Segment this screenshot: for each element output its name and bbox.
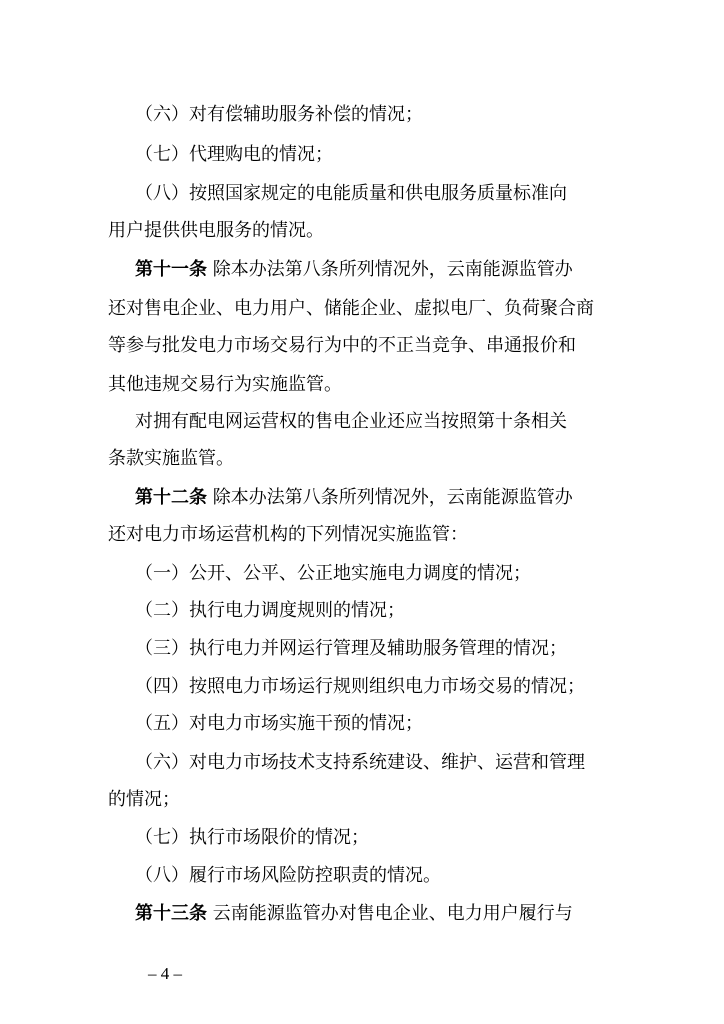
article-12-line: [135, 486, 724, 510]
article-text: 除本办法第八条所列情况外，云南能源监管办: [212, 259, 573, 280]
list-item: （八）履行市场风险防控职责的情况。: [135, 865, 441, 886]
article-text-line: 还对售电企业、电力用户、储能企业、虚拟电厂、负荷聚合商: [108, 298, 594, 319]
list-item: （三）执行电力并网运行管理及辅助服务管理的情况；: [135, 638, 567, 659]
list-item: （六）对有偿辅助服务补偿的情况；: [135, 104, 423, 125]
article-number: 第十三条: [135, 903, 207, 924]
list-item: （六）对电力市场技术支持系统建设、维护、运营和管理: [135, 752, 585, 773]
list-item: （八）按照国家规定的电能质量和供电服务质量标准向: [135, 183, 567, 204]
list-item-continuation: 用户提供供电服务的情况。: [108, 220, 324, 241]
list-item-continuation: 的情况；: [108, 789, 180, 810]
article-number: 第十二条: [135, 487, 207, 508]
list-item: （四）按照电力市场运行规则组织电力市场交易的情况；: [135, 676, 585, 697]
article-11-line: [135, 258, 724, 282]
article-text-line: 还对电力市场运营机构的下列情况实施监管：: [108, 524, 468, 545]
article-text-line: 其他违规交易行为实施监管。: [108, 374, 342, 395]
article-text: 云南能源监管办对售电企业、电力用户履行与: [212, 903, 573, 924]
list-item: （七）代理购电的情况；: [135, 144, 333, 165]
list-item: （二）执行电力调度规则的情况；: [135, 600, 405, 621]
list-item: （七）执行市场限价的情况；: [135, 827, 369, 848]
article-13-line: [135, 902, 724, 926]
page-number: – 4 –: [148, 964, 182, 983]
article-text: 除本办法第八条所列情况外，云南能源监管办: [212, 487, 573, 508]
list-item: （一）公开、公平、公正地实施电力调度的情况；: [135, 563, 531, 584]
paragraph-line: 条款实施监管。: [108, 448, 234, 469]
article-text-line: 等参与批发电力市场交易行为中的不正当竞争、串通报价和: [108, 335, 576, 356]
list-item: （五）对电力市场实施干预的情况；: [135, 713, 423, 734]
paragraph-line: 对拥有配电网运营权的售电企业还应当按照第十条相关: [135, 411, 567, 432]
article-number: 第十一条: [135, 259, 207, 280]
